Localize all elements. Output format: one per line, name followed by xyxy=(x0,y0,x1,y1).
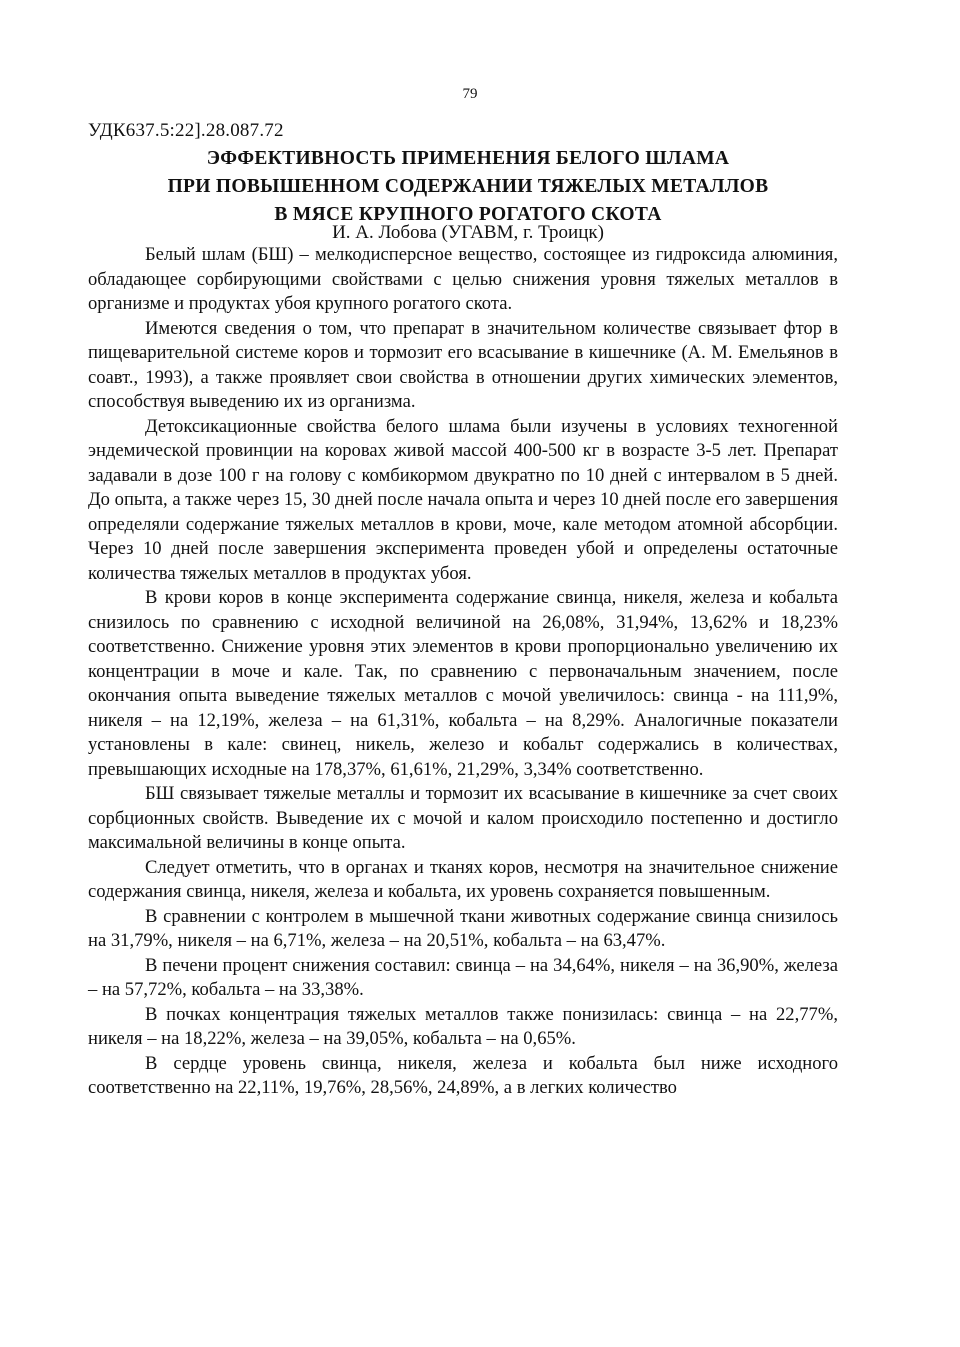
paragraph: Детоксикационные свойства белого шлама были изучены в условиях техногенной эндемической провинции на коровах живой массой 400-500 кг в возрасте 3-5 лет. Препарат задавали в дозе 100 г на голову с комбикормом двукратно по 10 дней с интервалом в 5 дней. До опыта, а также через 15, 30 дней после начала опыта и через 10 дней после его завершения определяли содержание тяжелых металлов в крови, моче, кале методом атомной абсорбции. Через 10 дней после завершения эксперимента проведен убой и определены остаточные количества тяжелых металлов в продуктах убоя. xyxy=(88,415,838,584)
title-line: В МЯСЕ КРУПНОГО РОГАТОГО СКОТА xyxy=(274,204,662,225)
paragraph: Следует отметить, что в органах и тканях коров, несмотря на значительное снижение содержания свинца, никеля, железа и кобальта, их уровень сохраняется повышенным. xyxy=(88,856,838,902)
title-line: ЭФФЕКТИВНОСТЬ ПРИМЕНЕНИЯ БЕЛОГО ШЛАМА xyxy=(206,148,730,169)
paragraph: В сердце уровень свинца, никеля, железа и кобальта был ниже исходного соответственно на 22,11%, 19,76%, 28,56%, 24,89%, а в легких количество xyxy=(88,1052,838,1098)
paragraph: БШ связывает тяжелые металлы и тормозит их всасывание в кишечнике за счет своих сорбционных свойств. Выведение их с мочой и калом происходило постепенно и достигло максимальной величины в конце опыта. xyxy=(88,783,838,853)
udk-code: УДК637.5:22].28.087.72 xyxy=(88,120,284,141)
paragraph: Имеются сведения о том, что препарат в значительном количестве связывает фтор в пищеварительной системе коров и тормозит его всасывание в кишечнике (А. М. Емельянов в соавт., 1993), а также проявляет свои свойства в отношении других химических элементов, способствуя выведению их из организма. xyxy=(88,317,838,412)
paragraph: В сравнении с контролем в мышечной ткани животных содержание свинца снизилось на 31,79%, никеля – на 6,71%, железа – на 20,51%, кобальта – на 63,47%. xyxy=(88,905,838,951)
title-line: ПРИ ПОВЫШЕННОМ СОДЕРЖАНИИ ТЯЖЕЛЫХ МЕТАЛЛОВ xyxy=(167,176,769,197)
article-body xyxy=(88,243,838,1101)
page-number: 79 xyxy=(462,86,478,102)
paragraph: В почках концентрация тяжелых металлов также понизилась: свинца – на 22,77%, никеля – на 18,22%, железа – на 39,05%, кобальта – на 0,65%. xyxy=(88,1003,838,1049)
paragraph: В крови коров в конце эксперимента содержание свинца, никеля, железа и кобальта снизилось по сравнению с исходной величиной на 26,08%, 31,94%, 13,62% и 18,23% соответственно. Снижение уровня этих элементов в крови пропорционально увеличению их концентрации в моче и кале. Так, по сравнению с первоначальным значением, после окончания опыта выведение тяжелых металлов с мочой увеличилось: свинца - на 111,9%, никеля – на 12,19%, железа – на 61,31%, кобальта – на 8,29%. Аналогичные показатели установлены в кале: свинец, никель, железо и кобальт содержались в количествах, превышающих исходные на 178,37%, 61,61%, 21,29%, 3,34% соответственно. xyxy=(88,587,838,780)
author-line: И. А. Лобова (УГАВМ, г. Троицк) xyxy=(332,222,604,243)
paragraph: В печени процент снижения составил: свинца – на 34,64%, никеля – на 36,90%, железа – на 57,72%, кобальта – на 33,38%. xyxy=(88,954,838,1000)
paragraph: Белый шлам (БШ) – мелкодисперсное вещество, состоящее из гидроксида алюминия, обладающее сорбирующими свойствами с целью снижения уровня тяжелых металлов в организме и продуктах убоя крупного рогатого скота. xyxy=(88,244,838,314)
article-title xyxy=(88,145,848,229)
